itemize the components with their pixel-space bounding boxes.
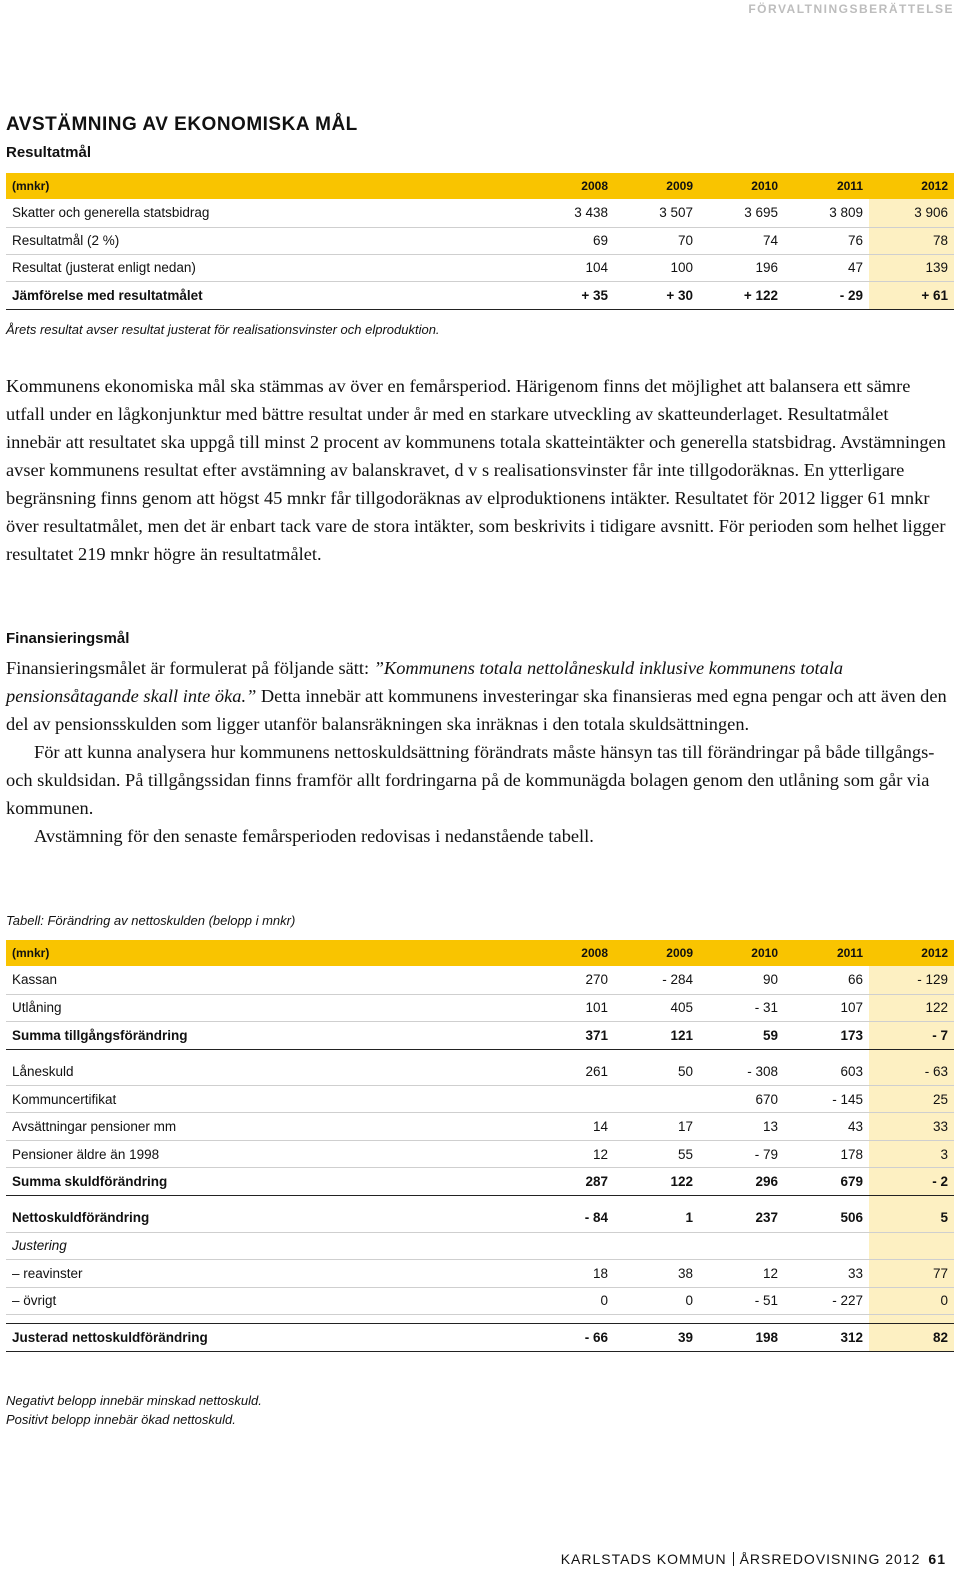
table-row [6, 1259, 954, 1287]
table-row [6, 1058, 954, 1086]
cell: 50 [614, 1058, 699, 1086]
p1-quote: ”Kommunens totala nettolåneskuld inklusive kommunens totala pensionsåtagande skall inte öka.” [6, 658, 844, 706]
cell [529, 1086, 614, 1113]
cell: 12 [699, 1259, 784, 1287]
cell: 0 [529, 1287, 614, 1314]
cell: 3 [869, 1141, 954, 1168]
resultatmal-note: Årets resultat avser resultat justerat för realisationsvinster och elproduktion. [6, 322, 440, 337]
cell: 5 [869, 1204, 954, 1232]
nettoskuld-table [6, 940, 954, 1352]
cell: - 2 [869, 1168, 954, 1196]
cell: 33 [869, 1113, 954, 1141]
row-label: – reavinster [6, 1259, 529, 1287]
cell: 1 [614, 1204, 699, 1232]
cell: + 30 [614, 281, 699, 309]
row-label: Skatter och generella statsbidrag [6, 199, 529, 227]
header-year: 2009 [614, 173, 699, 199]
cell: 261 [529, 1058, 614, 1086]
table-header-row [6, 173, 954, 199]
cell: - 145 [784, 1086, 869, 1113]
cell: 100 [614, 254, 699, 281]
cell: 33 [784, 1259, 869, 1287]
cell: 107 [784, 994, 869, 1021]
finansieringsmal-heading: Finansieringsmål [6, 630, 130, 647]
cell: 296 [699, 1168, 784, 1196]
resultatmal-paragraph [6, 372, 948, 568]
row-label: Avsättningar pensioner mm [6, 1113, 529, 1141]
table-header-row [6, 940, 954, 966]
cell: 14 [529, 1113, 614, 1141]
table-row [6, 254, 954, 281]
row-label: Nettoskuldförändring [6, 1204, 529, 1232]
p1-start: Finansieringsmålet är formulerat på följande sätt: [6, 658, 374, 678]
cell: 101 [529, 994, 614, 1021]
cell: 0 [869, 1287, 954, 1314]
header-year: 2011 [784, 173, 869, 199]
table-row [6, 1141, 954, 1168]
table-row [6, 1232, 954, 1259]
paragraph-text: Kommunens ekonomiska mål ska stämmas av över en femårsperiod. Härigenom finns det möjlighet att balansera ett sämre utfall under en lågkonjunktur med bättre resultat under år med en starkare utveckling av skatteunderlaget. Resultatmålet innebär att resultatet ska uppgå till minst 2 procent av kommunens totala skatteintäkter och generella statsbidrag. Avstämningen avser kommunens resultat efter avstämning av balanskravet, d v s realisationsvinster får inte tillgodoräknas. En ytterligare begränsning finns genom att högst 45 mnkr får tillgodoräknas av elproduktionens intäkter. Resultatet för 2012 ligger 61 mnkr över resultatmålet, men det är enbart tack vare de stora intäkter, som beskrivits i tidigare avsnitt. För perioden som helhet ligger resultatet 219 mnkr högre än resultatmålet. [6, 376, 946, 564]
cell: 670 [699, 1086, 784, 1113]
cell: - 308 [699, 1058, 784, 1086]
row-label: Jämförelse med resultatmålet [6, 281, 529, 309]
header-year: 2012 [869, 173, 954, 199]
cell: 78 [869, 227, 954, 254]
note-positive: Positivt belopp innebär ökad nettoskuld. [6, 1412, 236, 1427]
cell: 90 [699, 966, 784, 994]
header-year: 2010 [699, 940, 784, 966]
cell: + 122 [699, 281, 784, 309]
paragraph-3: Avstämning för den senaste femårsperioden redovisas i nedanstående tabell. [34, 826, 594, 846]
table-row-total [6, 1168, 954, 1196]
cell: - 7 [869, 1021, 954, 1049]
cell: 77 [869, 1259, 954, 1287]
row-label: Resultat (justerat enligt nedan) [6, 254, 529, 281]
paragraph-1 [6, 654, 948, 738]
cell: - 31 [699, 994, 784, 1021]
row-label: Justerad nettoskuldförändring [6, 1323, 529, 1351]
row-label: Resultatmål (2 %) [6, 227, 529, 254]
cell: 70 [614, 227, 699, 254]
cell: 178 [784, 1141, 869, 1168]
cell: 59 [699, 1021, 784, 1049]
cell: 38 [614, 1259, 699, 1287]
cell: 13 [699, 1113, 784, 1141]
row-label: Utlåning [6, 994, 529, 1021]
cell [614, 1086, 699, 1113]
cell: 39 [614, 1323, 699, 1351]
p1-end: Detta innebär att kommunens investeringar ska finansieras med egna pengar och att även den del av pensionsskulden som ligger utanför balansräkningen ska inräknas i den totala skuldsättningen. [6, 686, 947, 734]
footer-org: KARLSTADS KOMMUN [560, 1551, 727, 1567]
row-label: Pensioner äldre än 1998 [6, 1141, 529, 1168]
cell: 237 [699, 1204, 784, 1232]
row-label: Kassan [6, 966, 529, 994]
header-year: 2011 [784, 940, 869, 966]
cell: 66 [784, 966, 869, 994]
table-row-total [6, 281, 954, 309]
paragraph-2: För att kunna analysera hur kommunens nettoskuldsättning förändrats måste hänsyn tas till förändringar på både tillgångs- och skuldsidan. På tillgångssidan finns framför allt fordringarna på de kommunägda bolagen genom den utlåning som går via kommunen. [6, 742, 935, 818]
cell: 139 [869, 254, 954, 281]
row-spacer [6, 1196, 954, 1205]
cell: 371 [529, 1021, 614, 1049]
cell: 43 [784, 1113, 869, 1141]
running-head: FÖRVALTNINGSBERÄTTELSE [748, 2, 954, 16]
table-row-total [6, 1021, 954, 1049]
table-row [6, 227, 954, 254]
header-unit: (mnkr) [6, 940, 529, 966]
cell: - 51 [699, 1287, 784, 1314]
cell: 270 [529, 966, 614, 994]
cell: 104 [529, 254, 614, 281]
cell: 76 [784, 227, 869, 254]
cell: 122 [614, 1168, 699, 1196]
cell: 82 [869, 1323, 954, 1351]
row-label: Låneskuld [6, 1058, 529, 1086]
cell: 12 [529, 1141, 614, 1168]
table-row [6, 199, 954, 227]
cell: 287 [529, 1168, 614, 1196]
row-label: Summa skuldförändring [6, 1168, 529, 1196]
finansieringsmal-text [6, 654, 948, 850]
note-negative: Negativt belopp innebär minskad nettoskuld. [6, 1393, 262, 1408]
cell: 312 [784, 1323, 869, 1351]
row-spacer [6, 1314, 954, 1323]
header-unit: (mnkr) [6, 173, 529, 199]
cell: 0 [614, 1287, 699, 1314]
cell: 679 [784, 1168, 869, 1196]
cell: 405 [614, 994, 699, 1021]
cell: 74 [699, 227, 784, 254]
table-row [6, 1086, 954, 1113]
cell: - 129 [869, 966, 954, 994]
cell: - 284 [614, 966, 699, 994]
header-year: 2008 [529, 940, 614, 966]
cell: 196 [699, 254, 784, 281]
cell: - 227 [784, 1287, 869, 1314]
table-row [6, 1113, 954, 1141]
resultatmal-table [6, 173, 954, 310]
row-label: Summa tillgångsförändring [6, 1021, 529, 1049]
cell: - 84 [529, 1204, 614, 1232]
table-caption: Tabell: Förändring av nettoskulden (belopp i mnkr) [6, 913, 296, 928]
cell: 198 [699, 1323, 784, 1351]
cell: 121 [614, 1021, 699, 1049]
cell: - 29 [784, 281, 869, 309]
cell: 69 [529, 227, 614, 254]
page-number: 61 [928, 1551, 946, 1567]
row-spacer [6, 1049, 954, 1058]
cell: - 66 [529, 1323, 614, 1351]
table-row [6, 966, 954, 994]
footer-divider [733, 1552, 734, 1566]
cell: 603 [784, 1058, 869, 1086]
row-label: – övrigt [6, 1287, 529, 1314]
cell: 18 [529, 1259, 614, 1287]
table-row-total [6, 1323, 954, 1351]
table-row [6, 994, 954, 1021]
table-notes [6, 1391, 262, 1429]
section-title: AVSTÄMNING AV EKONOMISKA MÅL [6, 114, 358, 135]
cell: 25 [869, 1086, 954, 1113]
header-year: 2012 [869, 940, 954, 966]
cell: - 63 [869, 1058, 954, 1086]
cell: 47 [784, 254, 869, 281]
cell: 17 [614, 1113, 699, 1141]
table-row [6, 1287, 954, 1314]
cell: 3 906 [869, 199, 954, 227]
cell: + 35 [529, 281, 614, 309]
cell: 173 [784, 1021, 869, 1049]
header-year: 2008 [529, 173, 614, 199]
footer-doc: ÅRSREDOVISNING 2012 [739, 1551, 921, 1567]
cell: 3 507 [614, 199, 699, 227]
cell: + 61 [869, 281, 954, 309]
cell: 506 [784, 1204, 869, 1232]
page-footer [561, 1551, 946, 1567]
row-label: Justering [6, 1232, 529, 1259]
cell: 122 [869, 994, 954, 1021]
cell: 3 695 [699, 199, 784, 227]
row-label: Kommuncertifikat [6, 1086, 529, 1113]
table-row [6, 1204, 954, 1232]
cell: 55 [614, 1141, 699, 1168]
cell: - 79 [699, 1141, 784, 1168]
header-year: 2009 [614, 940, 699, 966]
resultatmal-heading: Resultatmål [6, 144, 92, 161]
cell: 3 809 [784, 199, 869, 227]
header-year: 2010 [699, 173, 784, 199]
cell: 3 438 [529, 199, 614, 227]
